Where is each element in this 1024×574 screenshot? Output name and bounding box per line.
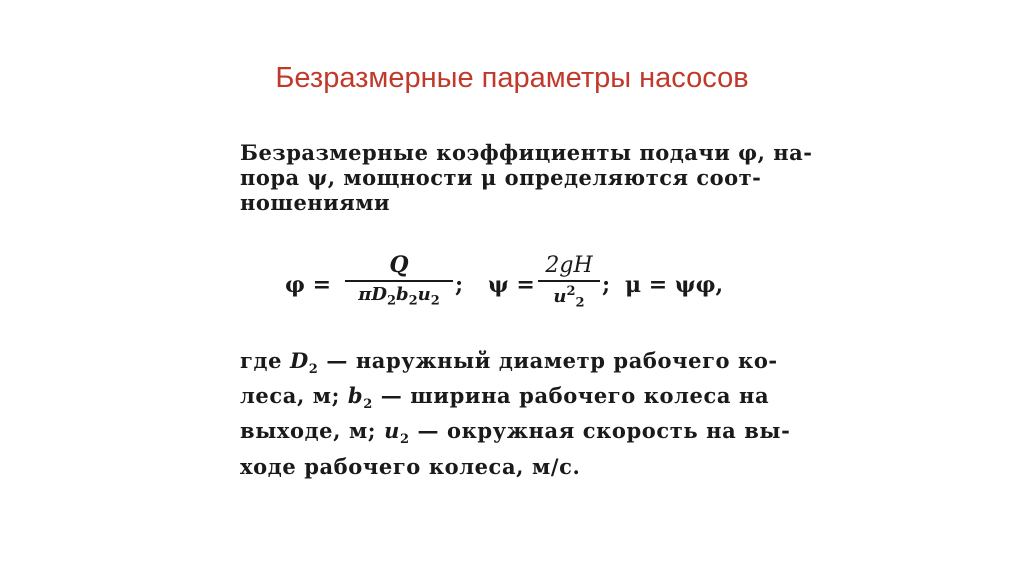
definition-line-1: где $D_2$ — наружный диаметр рабочего ко- xyxy=(240,348,778,378)
intro-line-1: Безразмерные коэффициенты подачи φ, на- xyxy=(240,140,813,165)
definition-paragraph xyxy=(240,348,791,480)
definition-line-2: леса, м; $b_2$ — ширина рабочего колеса на xyxy=(240,383,770,413)
definition-line-4: ходе рабочего колеса, м/с. xyxy=(240,453,581,479)
slide-title: Безразмерные параметры насосов xyxy=(275,62,749,94)
scanned-text-block xyxy=(240,140,813,479)
phi-denominator: $\pi D_2b_2u_2$ xyxy=(358,284,440,309)
intro-line-2: пора ψ, мощности μ определяются соот- xyxy=(240,165,762,190)
intro-line-3: ношениями xyxy=(240,190,391,215)
formula-row xyxy=(240,250,780,320)
psi-denominator: $u^2_2$ xyxy=(553,284,585,311)
phi-lhs: φ = xyxy=(285,272,331,298)
separator-2: ; xyxy=(602,272,611,298)
definition-line-3: выходе, м; $u_2$ — окружная скорость на вы- xyxy=(240,418,791,448)
intro-paragraph xyxy=(240,140,813,215)
phi-fraction xyxy=(345,252,453,309)
psi-fraction xyxy=(538,252,600,311)
psi-numerator: 2gH xyxy=(538,252,600,282)
psi-lhs: ψ = xyxy=(488,272,535,298)
mu-expression: μ = ψφ, xyxy=(625,272,724,298)
separator-1: ; xyxy=(455,272,464,298)
phi-numerator: Q xyxy=(345,252,453,282)
